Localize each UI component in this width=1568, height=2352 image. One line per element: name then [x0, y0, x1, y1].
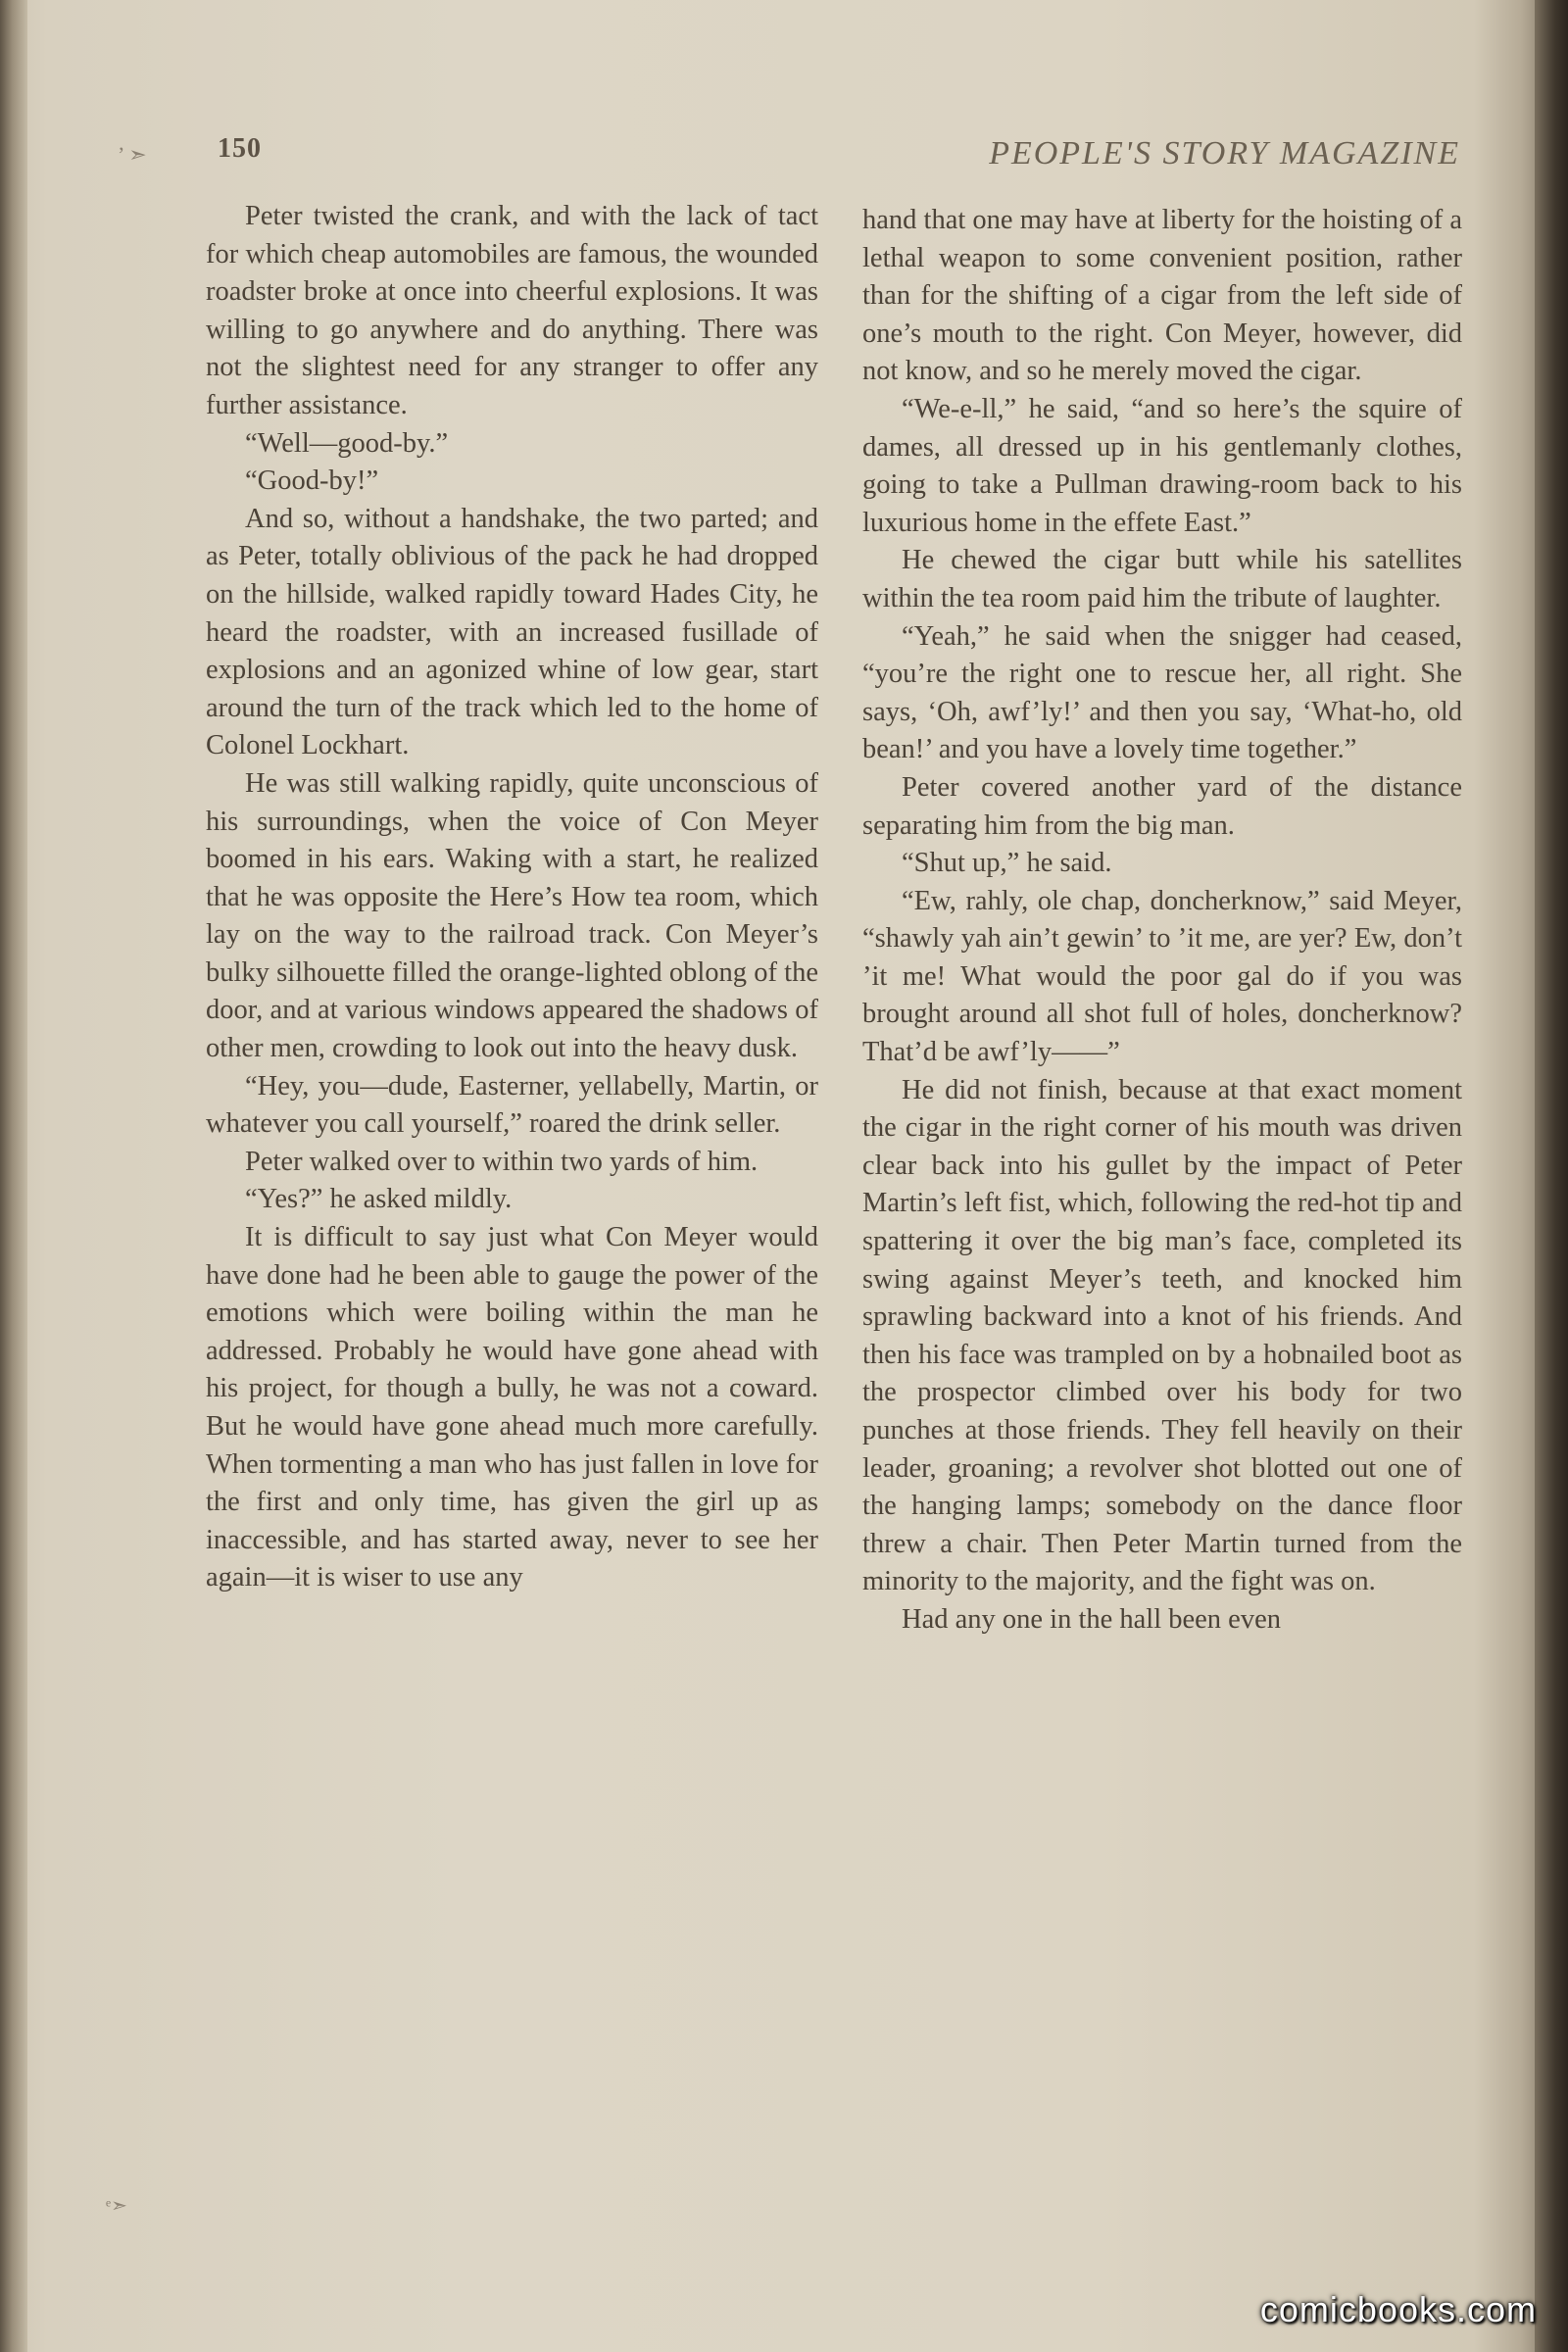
paragraph: “Yes?” he asked mildly. — [245, 1184, 513, 1215]
corner-mark-top: ’ ➣ — [118, 142, 147, 167]
paragraph: “Hey, you—dude, Easterner, yellabelly, Martin, or whatever you call yourself,” roared the drink seller. — [206, 1070, 818, 1140]
paragraph: “We-e-ll,” he said, “and so here’s the squire of dames, all dressed up in his gentlemanly clothes, going to take a Pullman drawing-room back to his luxurious home in the effete East.” — [862, 393, 1462, 538]
paragraph: And so, without a handshake, the two parted; and as Peter, totally oblivious of the pack he had dropped on the hillside, walked rapidly toward Hades City, he heard the roadster, with an increased fusillade of explosions and an agonized whine of low gear, start around the turn of the track which led to the home of Colonel Lockhart. — [206, 503, 818, 761]
paragraph: Peter walked over to within two yards of him. — [245, 1146, 759, 1177]
paragraph-continuation: hand that one may have at liberty for the hoisting of a lethal weapon to some convenient position, rather than for the shifting of a cigar from the left side of one’s mouth to the right. Con Meyer, however, did not know, and so he merely moved the cigar. — [862, 205, 1462, 387]
corner-mark-bottom: ᵉ➣ — [106, 2195, 127, 2217]
paragraph: He was still walking rapidly, quite unconscious of his surroundings, when the voice of Con Meyer boomed in his ears. Waking with a start, he realized that he was opposite the Here’s How tea room, which lay on the way to the railroad track. Con Meyer’s bulky silhouette filled the orange-lighted oblong of the door, and at various windows appeared the shadows of other men, crowding to look out into the heavy dusk. — [206, 767, 818, 1064]
running-head: PEOPLE'S STORY MAGAZINE — [989, 135, 1460, 172]
paragraph: Peter covered another yard of the distance separating him from the big man. — [862, 771, 1462, 841]
paragraph: “Good-by!” — [245, 466, 379, 497]
page-number: 150 — [218, 133, 262, 164]
paragraph: Peter twisted the crank, and with the lack of tact for which cheap automobiles are famous, the wounded roadster broke at once into cheerful explosions. It was willing to go anywhere and do anything. There was not the slightest need for any stranger to offer any further assistance. — [206, 201, 818, 420]
site-watermark: comicbooks.com — [1259, 2289, 1537, 2329]
paragraph: It is difficult to say just what Con Meyer would have done had he been able to gauge the power of the emotions which were boiling within the man he addressed. Probably he would have gone ahead with his project, for though a bully, he was not a coward. But he would have gone ahead much more carefully. When tormenting a man who has just fallen in love for the first and only time, has given the girl up as inaccessible, and has started away, never to see her again—it is wiser to use any — [206, 1222, 818, 1593]
book-spine-edge — [0, 0, 27, 2352]
paragraph: He chewed the cigar butt while his satellites within the tea room paid him the tribute of laughter. — [862, 545, 1462, 613]
paragraph: “Well—good-by.” — [245, 427, 449, 459]
paragraph: “Shut up,” he said. — [902, 848, 1112, 879]
paragraph: “Yeah,” he said when the snigger had ceased, “you’re the right one to rescue her, all right. She says, ‘Oh, awf’ly!’ and then you say, ‘What-ho, old bean!’ and you have a lovely time together.” — [862, 620, 1462, 765]
paragraph: He did not finish, because at that exact moment the cigar in the right corner of his mouth was driven clear back into his gullet by the impact of Peter Martin’s left fist, which, following the red-hot tip and spattering it over the big man’s face, completed its swing against Meyer’s teeth, and knocked him sprawling backward into a knot of his friends. And then his face was trampled on by a hobnailed boot as the prospector climbed over his body for two punches at those friends. They fell heavily on their leader, groaning; a revolver shot blotted out one of the hanging lamps; somebody on the dance floor threw a chair. Then Peter Martin turned from the minority to the majority, and the fight was on. — [862, 1074, 1462, 1597]
page-right-edge — [1535, 0, 1568, 2352]
paragraph: “Ew, rahly, ole chap, doncherknow,” said Meyer, “shawly yah ain’t gewin’ to ’it me, are yer? Ew, don’t ’it me! What would the poor gal do if you was brought around all shot full of holes, doncherknow? That’d be awf’ly——” — [862, 885, 1462, 1068]
paragraph: Had any one in the hall been even — [902, 1603, 1281, 1635]
right-column — [862, 202, 1462, 1640]
page-header — [118, 127, 1460, 186]
left-column — [206, 198, 818, 1597]
